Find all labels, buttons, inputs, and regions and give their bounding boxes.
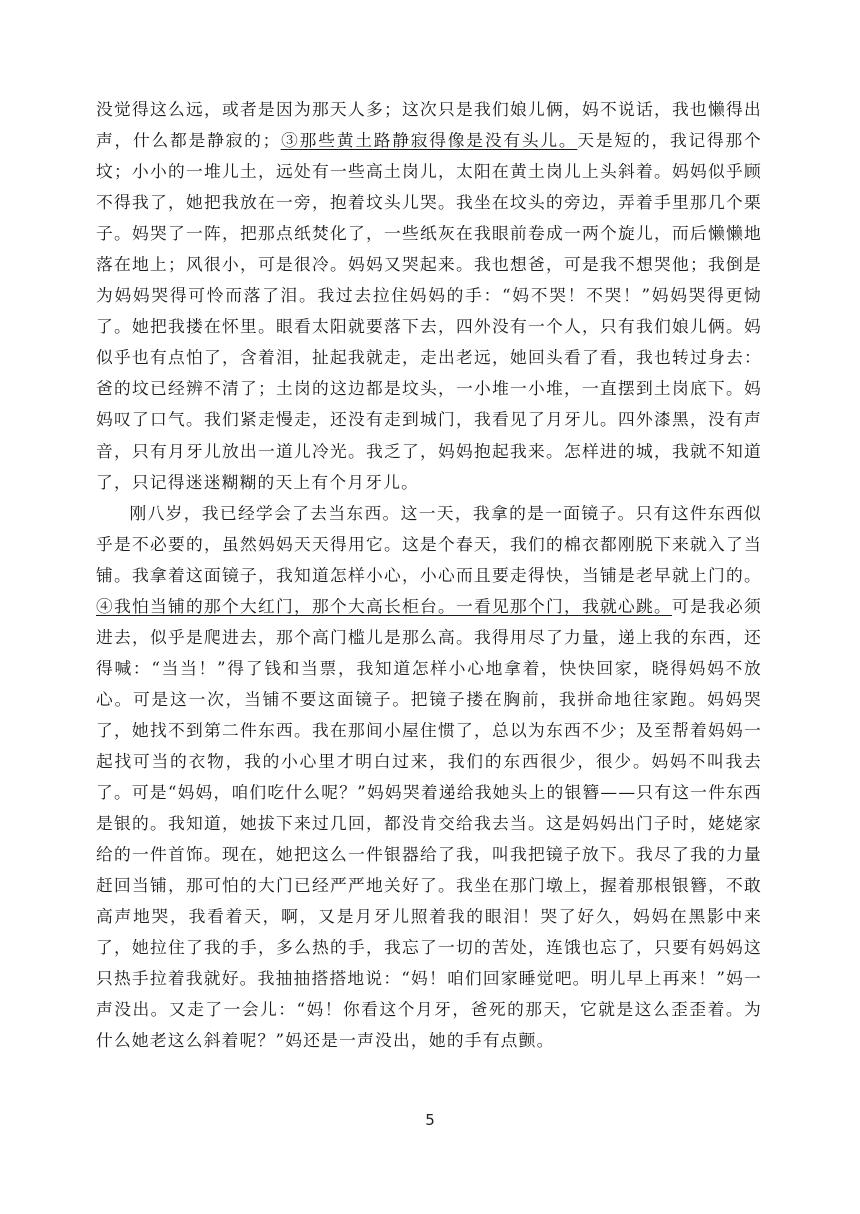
- paragraph-2-segment-1: 刚八岁，我已经学会了去当东西。这一天，我拿的是一面镜子。只有这件东西似乎是不必要的，虽然妈妈天天得用它。这是个春天，我们的棉衣都刚脱下来就入了当铺。我拿着这面镜子，我知道怎样小心，小心而且要走得快，当铺是老早就上门的。: [96, 502, 762, 585]
- page-number: 5: [425, 1111, 435, 1129]
- paragraph-1: [96, 94, 762, 498]
- underlined-sentence-3: ③那些黄土路静寂得像是没有头儿。: [280, 130, 578, 151]
- body-text: [96, 94, 762, 1056]
- paragraph-1-segment-3: 天是短的，我记得那个坟；小小的一堆儿土，远处有一些高土岗儿，太阳在黄土岗儿上头斜着。妈妈似乎顾不得我了，她把我放在一旁，抱着坟头儿哭。我坐在坟头的旁边，弄着手里那几个栗子。妈哭了一阵，把那点纸焚化了，一些纸灰在我眼前卷成一两个旋儿，而后懒懒地落在地上；风很小，可是很冷。妈妈又哭起来。我也想爸，可是我不想哭他；我倒是为妈妈哭得可怜而落了泪。我过去拉住妈妈的手：“妈不哭！不哭！”妈妈哭得更恸了。她把我搂在怀里。眼看太阳就要落下去，四外没有一个人，只有我们娘儿俩。妈似乎也有点怕了，含着泪，扯起我就走，走出老远，她回头看了看，我也转过身去：爸的坟已经辨不清了；土岗的这边都是坟头，一小堆一小堆，一直摆到土岗底下。妈妈叹了口气。我们紧走慢走，还没有走到城门，我看见了月牙儿。四外漆黑，没有声音，只有月牙儿放出一道儿冷光。我乏了，妈妈抱起我来。怎样进的城，我就不知道了，只记得迷迷糊糊的天上有个月牙儿。: [96, 130, 762, 492]
- paragraph-2-segment-3: 可是我必须进去，似乎是爬进去，那个高门槛儿是那么高。我得用尽了力量，递上我的东西，还得喊：“当当！”得了钱和当票，我知道怎样小心地拿着，快快回家，晓得妈妈不放心。可是这一次，当铺不要这面镜子。把镜子搂在胸前，我拼命地往家跑。妈妈哭了，她找不到第二件东西。我在那间小屋住惯了，总以为东西不少；及至帮着妈妈一起找可当的衣物，我的小心里才明白过来，我们的东西很少，很少。妈妈不叫我去了。可是“妈妈，咱们吃什么呢？”妈妈哭着递给我她头上的银簪——只有这一件东西是银的。我知道，她拔下来过几回，都没肯交给我去当。这是妈妈出门子时，姥姥家给的一件首饰。现在，她把这么一件银器给了我，叫我把镜子放下。我尽了我的力量赶回当铺，那可怕的大门已经严严地关好了。我坐在那门墩上，握着那根银簪，不敢高声地哭，我看着天，啊，又是月牙儿照着我的眼泪！哭了好久，妈妈在黑影中来了，她拉住了我的手，多么热的手，我忘了一切的苦处，连饿也忘了，只要有妈妈这只热手拉着我就好。我抽抽搭搭地说：“妈！咱们回家睡觉吧。明儿早上再来！”妈一声没出。又走了一会儿：“妈！你看这个月牙，爸死的那天，它就是这么歪歪着。为什么她老这么斜着呢？”妈还是一声没出，她的手有点颤。: [96, 595, 762, 1051]
- paragraph-1-segment-1: 没觉得这么远，或者是因为那天人多；这次只是我们娘儿俩，妈不说话，我也懒得出声，什么都是静寂的；: [96, 99, 762, 151]
- paragraph-2: [96, 498, 762, 1057]
- underlined-sentence-4: ④我怕当铺的那个大红门，那个大高长柜台。一看见那个门，我就心跳。: [96, 595, 673, 616]
